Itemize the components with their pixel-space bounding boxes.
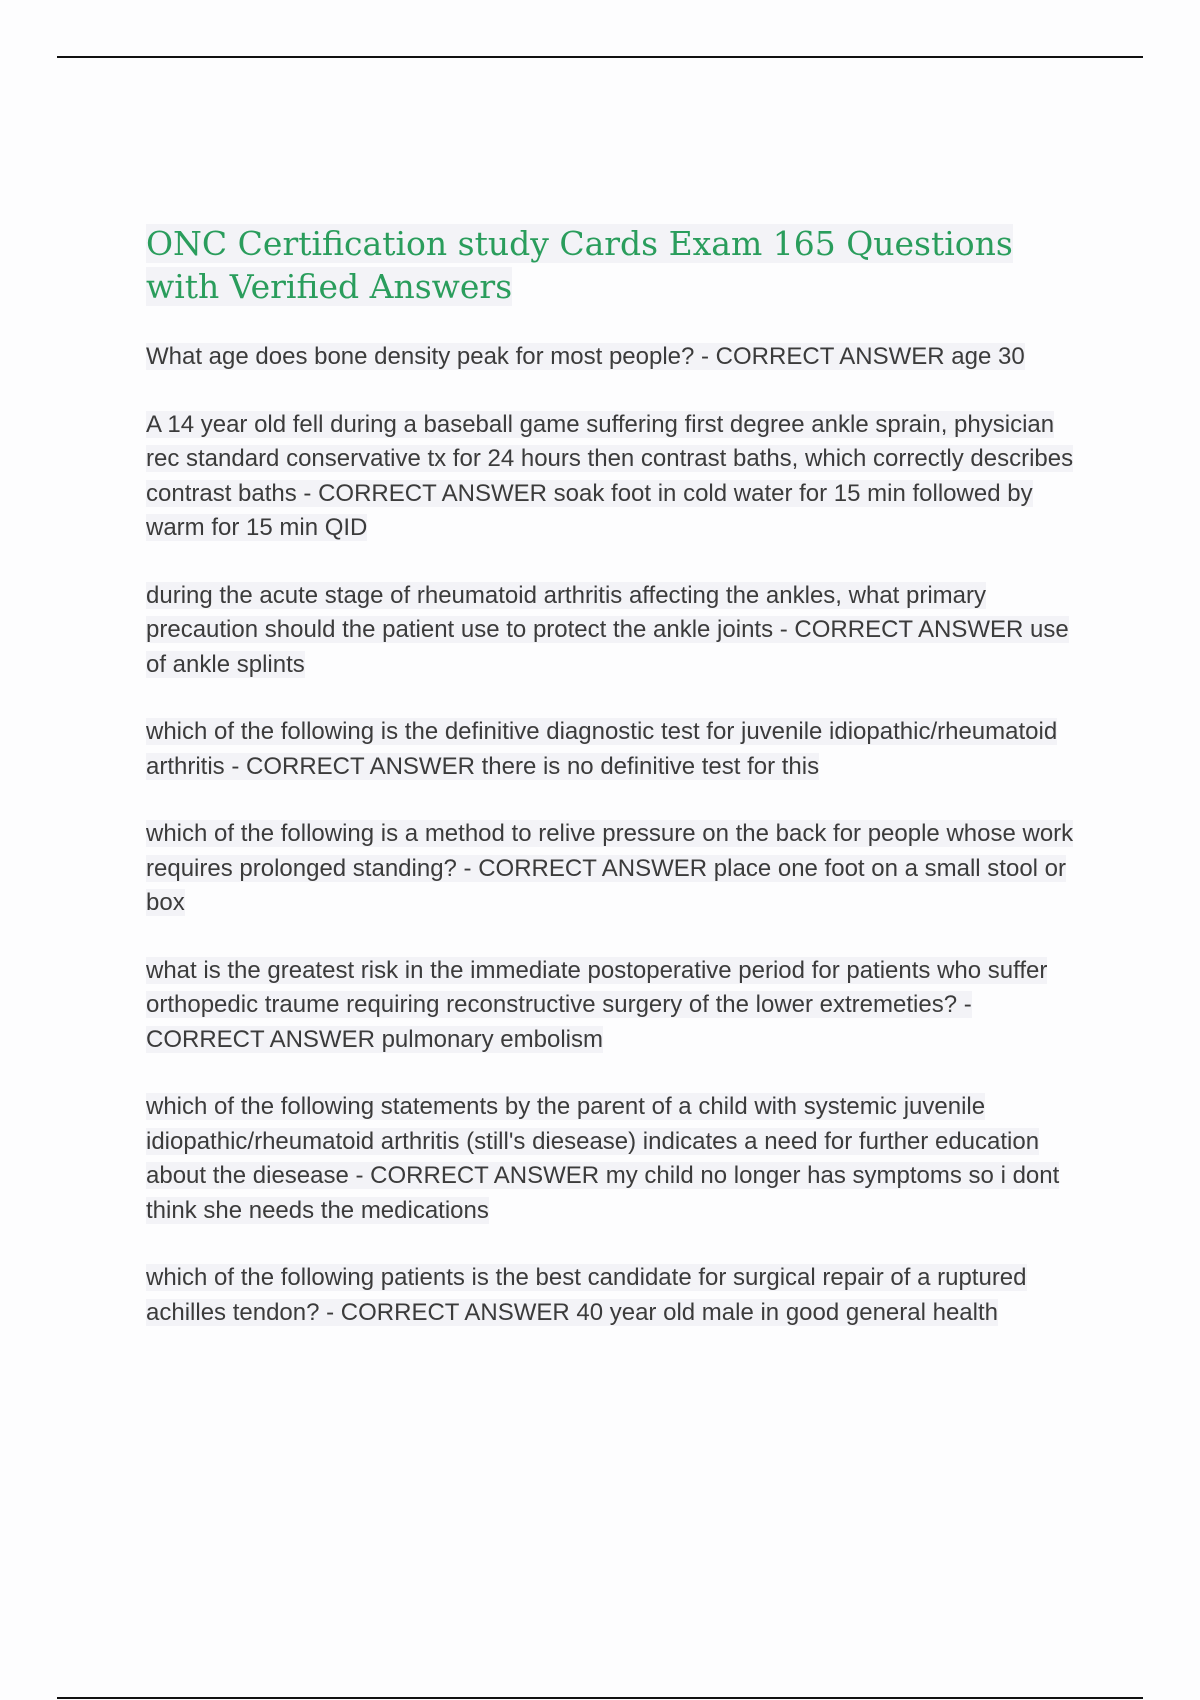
qa-item-text: which of the following statements by the parent of a child with systemic juvenile idiopathic/rheumatoid arthritis (still's diesease) indicates a need for further education about the diesease - CORRECT ANSWER my child no longer has symptoms so i dont think she needs the medications	[146, 1093, 1060, 1224]
qa-item	[146, 817, 1086, 921]
document-title	[146, 222, 1086, 308]
qa-item-text: which of the following patients is the best candidate for surgical repair of a ruptured achilles tendon? - CORRECT ANSWER 40 year old male in good general health	[146, 1264, 1027, 1326]
qa-item	[146, 1261, 1086, 1330]
header-rule	[57, 56, 1143, 58]
footer-rule	[57, 1697, 1143, 1699]
qa-item-text: A 14 year old fell during a baseball game suffering first degree ankle sprain, physician rec standard conservative tx for 24 hours then contrast baths, which correctly describes contrast baths - CORRECT ANSWER soak foot in cold water for 15 min followed by warm for 15 min QID	[146, 410, 1074, 541]
qa-item-text: What age does bone density peak for most people? - CORRECT ANSWER age 30	[146, 343, 1025, 370]
qa-item-text: during the acute stage of rheumatoid arthritis affecting the ankles, what primary precaution should the patient use to protect the ankle joints - CORRECT ANSWER use of ankle splints	[146, 581, 1069, 678]
qa-item	[146, 579, 1086, 683]
qa-item	[146, 1090, 1086, 1228]
qa-item-text: which of the following is the definitive diagnostic test for juvenile idiopathic/rheumatoid arthritis - CORRECT ANSWER there is no definitive test for this	[146, 718, 1058, 780]
document-body	[146, 222, 1086, 1363]
qa-item	[146, 715, 1086, 784]
qa-item	[146, 340, 1086, 375]
qa-item-text: which of the following is a method to relive pressure on the back for people whose work requires prolonged standing? - CORRECT ANSWER place one foot on a small stool or box	[146, 820, 1074, 916]
qa-item	[146, 408, 1086, 546]
qa-item	[146, 954, 1086, 1058]
document-title-text: ONC Certification study Cards Exam 165 Questions with Verified Answers	[146, 224, 1013, 306]
qa-item-text: what is the greatest risk in the immediate postoperative period for patients who suffer orthopedic traume requiring reconstructive surgery of the lower extremeties? - CORRECT ANSWER pulmonary embolism	[146, 956, 1048, 1053]
